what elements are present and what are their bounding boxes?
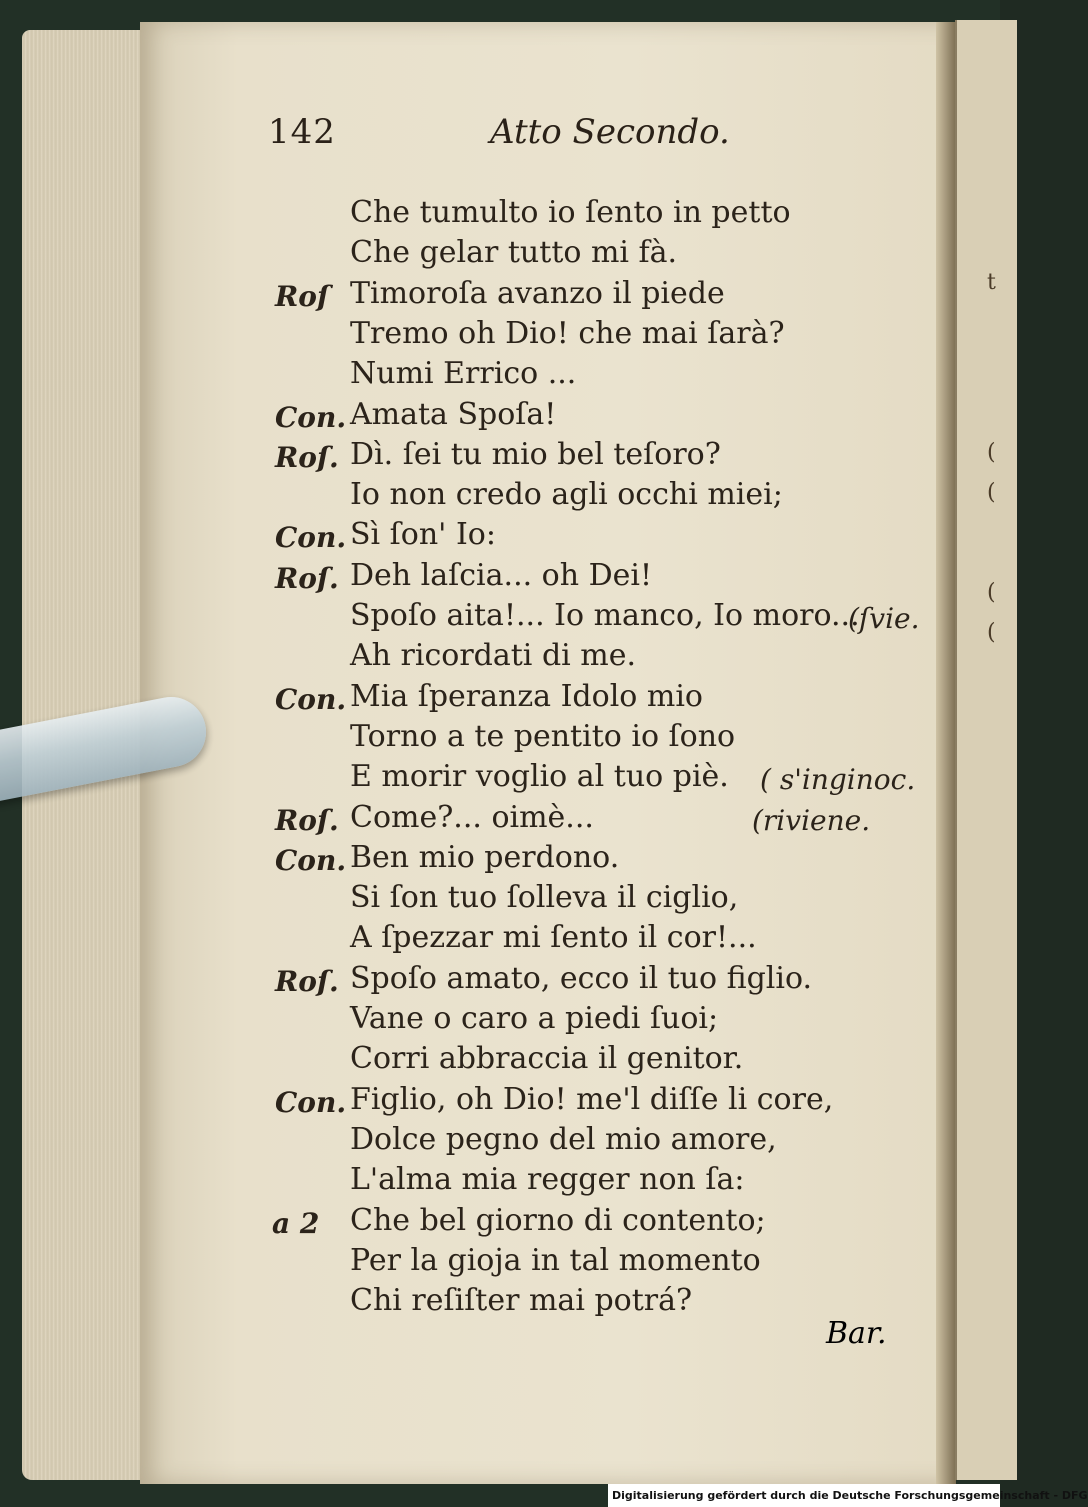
speaker-label: Roſ. — [275, 440, 339, 474]
verse-text: Si ſon tuo ſolleva il ciglio, — [350, 880, 739, 916]
verse-line — [0, 1243, 940, 1283]
speaker-label: Con. — [275, 682, 347, 716]
verse-text: Io non credo agli occhi miei; — [350, 477, 783, 513]
verse-text: Che gelar tutto mi fà. — [350, 235, 678, 271]
facing-page-glyph: t — [987, 270, 996, 295]
digitization-credit: Digitalisierung gefördert durch die Deutsche Forschungsgemeinschaft - DFG — [608, 1484, 1000, 1507]
verse-text: Ah ricordati di me. — [350, 638, 637, 674]
verse-text: L'alma mia regger non ſa: — [350, 1162, 745, 1198]
verse-text: A ſpezzar mi ſento il cor!... — [350, 920, 757, 956]
verse-line — [0, 961, 940, 1001]
page-number: 142 — [268, 112, 336, 152]
verse-text: Tremo oh Dio! che mai ſarà? — [350, 315, 785, 351]
verse-text: E morir voglio al tuo piè. — [350, 759, 729, 795]
verse-text: Vane o caro a piedi ſuoi; — [350, 1001, 719, 1036]
verse-text: Timoroſa avanzo il piede — [350, 275, 725, 311]
speaker-label: Roſ — [275, 279, 329, 313]
verse-text: Numi Errico ... — [350, 356, 577, 392]
verse-line — [0, 1041, 940, 1081]
verse-text: Amata Spoſa! — [350, 396, 557, 432]
verse-text: Dì. ſei tu mio bel teſoro? — [350, 436, 721, 472]
verse-line — [0, 638, 940, 678]
verse-line — [0, 880, 940, 920]
speaker-label: Con. — [275, 521, 347, 555]
facing-page-glyph: ( — [987, 620, 996, 645]
verse-text: Come?... oimè... — [350, 799, 594, 835]
facing-page-glyph: ( — [987, 480, 996, 505]
verse-line — [0, 235, 940, 275]
verse-text: Ben mio perdono. — [350, 839, 620, 875]
speaker-label: Con. — [275, 1085, 347, 1119]
speaker-label: Roſ. — [275, 964, 339, 998]
verse-text: Spoſo amato, ecco il tuo figlio. — [350, 960, 813, 996]
verse-line — [0, 558, 940, 598]
verse-text: Figlio, oh Dio! me'l diſſe li core, — [350, 1081, 834, 1117]
verse-line — [0, 437, 940, 477]
stage-direction: ( s'inginoc. — [760, 763, 916, 797]
verse-text: Per la gioja in tal momento — [350, 1242, 761, 1278]
speaker-label: Con. — [275, 843, 347, 877]
stage-direction: (riviene. — [752, 803, 871, 837]
verse-text: Torno a te pentito io ſono — [350, 718, 736, 754]
stage-direction: (ſvie. — [848, 602, 920, 635]
verse-line — [0, 1283, 940, 1323]
verse-line — [0, 1082, 940, 1122]
verse-line — [0, 800, 940, 840]
verse-line — [0, 517, 940, 557]
verse-line — [0, 920, 940, 960]
verse-line — [0, 316, 940, 356]
verse-line — [0, 276, 940, 316]
verse-line — [0, 477, 940, 517]
verse-line — [0, 195, 940, 235]
verse-text: Spoſo aita!... Io manco, Io moro... — [350, 598, 860, 633]
verse-text: Mia ſperanza Idolo mio — [350, 678, 703, 714]
verse-line — [0, 397, 940, 437]
verse-line — [0, 1162, 940, 1202]
facing-page-edge — [955, 20, 1017, 1480]
verse-line — [0, 356, 940, 396]
verse-line — [0, 840, 940, 880]
facing-page-glyph: ( — [987, 440, 996, 465]
verse-line — [0, 1001, 940, 1041]
speaker-label: Roſ. — [275, 561, 339, 595]
verse-line — [0, 1203, 940, 1243]
speaker-label: a 2 — [272, 1206, 320, 1240]
catchword: Bar. — [826, 1316, 887, 1351]
speaker-label: Con. — [275, 400, 347, 434]
verse-text: Dolce pegno del mio amore, — [350, 1121, 777, 1157]
verse-text: Che tumulto io ſento in petto — [350, 195, 791, 230]
facing-page-glyph: ( — [987, 580, 996, 605]
verse-line — [0, 598, 940, 638]
verse-text: Che bel giorno di contento; — [350, 1202, 766, 1238]
speaker-label: Roſ. — [275, 803, 339, 837]
verse-text: Sì ſon' Io: — [350, 517, 496, 553]
verse-text: Chi reſiſter mai potrá? — [350, 1283, 693, 1319]
running-head: Atto Secondo. — [490, 112, 730, 152]
verse-text: Deh laſcia... oh Dei! — [350, 557, 653, 593]
verse-line — [0, 1122, 940, 1162]
verse-text: Corri abbraccia il genitor. — [350, 1041, 744, 1077]
